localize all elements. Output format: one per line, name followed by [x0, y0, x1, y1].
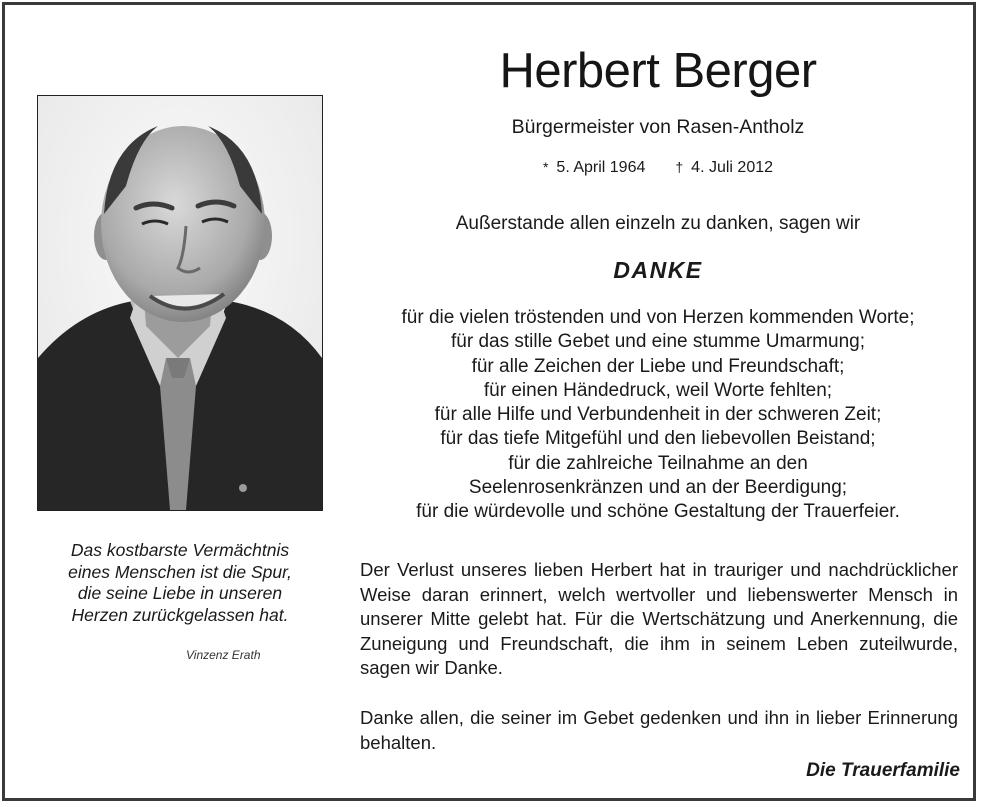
thanks-line: für einen Händedruck, weil Worte fehlten;	[483, 379, 833, 401]
thanks-line: Seelenrosenkränzen und an der Beerdigung;	[468, 477, 848, 499]
thanks-line: für die würdevolle und schöne Gestaltung der Trauerfeier.	[416, 501, 900, 523]
thanks-line: für alle Zeichen der Liebe und Freundschaft;	[471, 355, 845, 377]
thanks-line: für das tiefe Mitgefühl und den liebevollen Beistand;	[440, 428, 876, 450]
danke-heading: DANKE	[613, 257, 703, 283]
deceased-title: Bürgermeister von Rasen-Antholz	[511, 116, 805, 138]
loss-paragraph: Der Verlust unseres lieben Herbert hat in trauriger und nachdrücklicher Weise daran erinnert, welch wertvoller und liebenswerter Mensch in unserer Mitte gelebt hat. Für die Wertschätzung und Anerkennung, die Zuneigung und Freundschaft, die ihm in seinem Leben zuteilwurde, sagen wir Danke.	[360, 559, 958, 678]
quote-line: Das kostbarste Vermächtnis	[70, 540, 290, 560]
portrait-photo	[37, 95, 323, 511]
thanks-line: für das stille Gebet und eine stumme Umarmung;	[451, 331, 865, 353]
intro-text: Außerstande allen einzeln zu danken, sagen wir	[455, 213, 861, 234]
quote-line: die seine Liebe in unseren	[77, 583, 283, 603]
thanks-list	[360, 306, 956, 525]
memorial-quote	[30, 540, 330, 626]
prayer-paragraph: Danke allen, die seiner im Gebet gedenken und ihn in lieber Erinnerung behalten.	[360, 707, 958, 753]
quote-line: Herzen zurückgelassen hat.	[71, 604, 289, 625]
thanks-line: für die vielen tröstenden und von Herzen kommenden Worte;	[401, 307, 915, 328]
birth-symbol: *	[542, 159, 549, 175]
death-symbol: †	[675, 159, 684, 175]
portrait-illustration	[38, 96, 322, 510]
thanks-line: für alle Hilfe und Verbundenheit in der schweren Zeit;	[434, 404, 882, 426]
deceased-name: Herbert Berger	[499, 44, 817, 98]
death-date: 4. Juli 2012	[691, 159, 774, 176]
signature: Die Trauerfamilie	[806, 760, 960, 781]
thanks-line: für die zahlreiche Teilnahme an den	[508, 452, 808, 474]
birth-date: 5. April 1964	[556, 159, 646, 176]
quote-author: Vinzenz Erath	[186, 648, 261, 662]
quote-line: eines Menschen ist die Spur,	[68, 561, 292, 582]
life-dates	[360, 155, 956, 180]
